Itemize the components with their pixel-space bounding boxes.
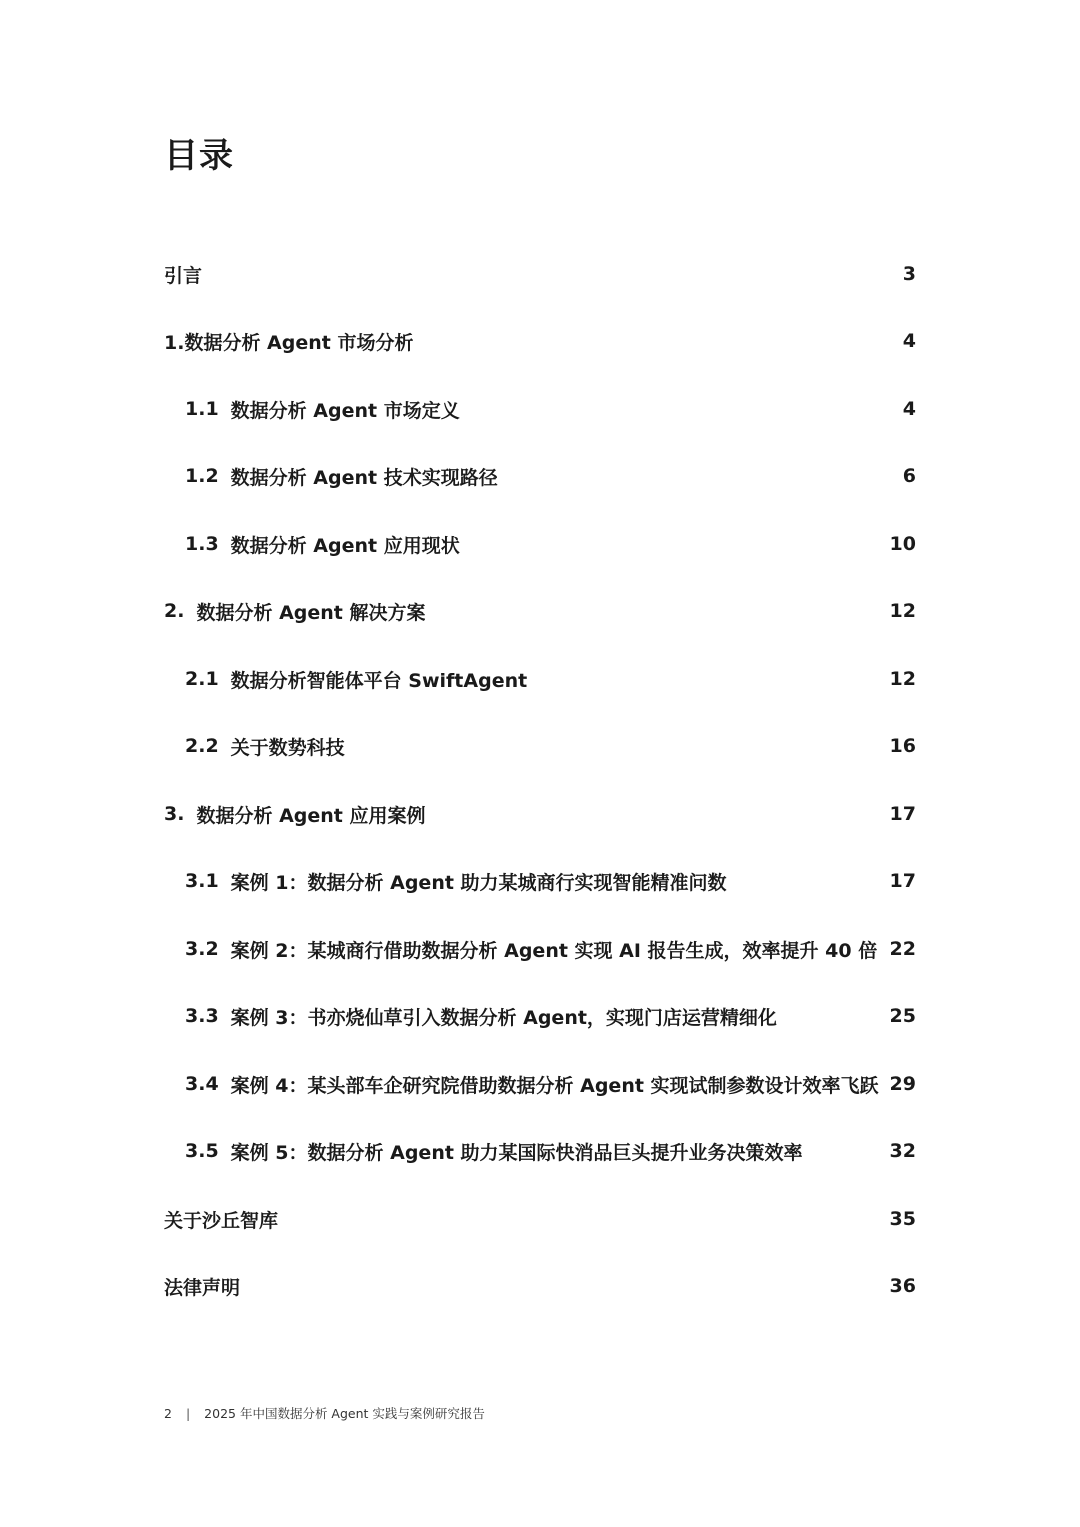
page-title: 目录 — [164, 136, 234, 176]
toc-entry-title: 案例 4：某头部车企研究院借助数据分析 Agent 实现试制参数设计效率飞跃 — [230, 1074, 879, 1097]
toc-entry-label — [185, 666, 527, 693]
toc-page-number: 22 — [889, 938, 916, 960]
toc-entry-title: 1.数据分析 Agent 市场分析 — [164, 331, 414, 354]
toc-page-number: 12 — [889, 668, 916, 690]
toc-page-number: 17 — [889, 870, 916, 892]
page-footer — [164, 1404, 485, 1422]
toc-entry-title: 关于沙丘智库 — [164, 1209, 279, 1232]
toc-entry-title: 引言 — [164, 264, 203, 287]
toc-entry-label — [185, 1071, 879, 1098]
toc-entry-section-3-2[interactable] — [185, 934, 916, 964]
toc-entry-section-2[interactable] — [164, 596, 916, 626]
toc-entry-section-2-1[interactable] — [185, 664, 916, 694]
toc-entry-number: 2.1 — [185, 668, 219, 690]
toc-page-number: 4 — [902, 398, 916, 420]
toc-entry-section-1-3[interactable] — [185, 529, 916, 559]
toc-entry-label — [185, 1138, 803, 1165]
toc-entry-label — [164, 1273, 240, 1300]
toc-entry-label — [164, 328, 413, 355]
toc-entry-label — [185, 396, 460, 423]
toc-entry-number: 1.1 — [185, 398, 219, 420]
toc-entry-label — [185, 531, 460, 558]
footer-report-title: 2025 年中国数据分析 Agent 实践与案例研究报告 — [204, 1406, 485, 1421]
toc-entry-section-3-3[interactable] — [185, 1001, 916, 1031]
footer-separator: | — [185, 1405, 191, 1421]
toc-entry-label — [185, 868, 727, 895]
toc-entry-section-1-1[interactable] — [185, 394, 916, 424]
toc-entry-label — [164, 801, 425, 828]
toc-entry-title: 数据分析智能体平台 SwiftAgent — [230, 669, 528, 692]
toc-page-number: 25 — [889, 1005, 916, 1027]
toc-page-number: 4 — [902, 330, 916, 352]
toc-entry-number: 2. — [164, 600, 185, 622]
toc-entry-number: 2.2 — [185, 735, 219, 757]
toc-entry-title: 数据分析 Agent 解决方案 — [196, 601, 426, 624]
toc-entry-number: 3.1 — [185, 870, 219, 892]
toc-page-number: 6 — [902, 465, 916, 487]
toc-entry-section-3[interactable] — [164, 799, 916, 829]
toc-entry-label — [185, 733, 345, 760]
toc-page-number: 32 — [889, 1140, 916, 1162]
toc-entry-title: 数据分析 Agent 应用案例 — [196, 804, 426, 827]
toc-entry-section-2-2[interactable] — [185, 731, 916, 761]
toc-entry-label — [164, 261, 202, 288]
toc-page-number: 3 — [902, 263, 916, 285]
toc-entry-section-1-2[interactable] — [185, 461, 916, 491]
toc-entry-legal[interactable] — [164, 1271, 916, 1301]
toc-page-number: 36 — [889, 1275, 916, 1297]
toc-entry-title: 数据分析 Agent 技术实现路径 — [230, 466, 498, 489]
toc-entry-number: 3.3 — [185, 1005, 219, 1027]
toc-entry-section-3-4[interactable] — [185, 1069, 916, 1099]
toc-entry-title: 关于数势科技 — [230, 736, 345, 759]
toc-entry-title: 法律声明 — [164, 1276, 241, 1299]
toc-entry-number: 1.3 — [185, 533, 219, 555]
toc-page-number: 29 — [889, 1073, 916, 1095]
toc-entry-label — [185, 463, 498, 490]
toc-page-number: 17 — [889, 803, 916, 825]
toc-entry-section-1[interactable] — [164, 326, 916, 356]
toc-entry-number: 3.2 — [185, 938, 219, 960]
toc-entry-number: 3.4 — [185, 1073, 219, 1095]
toc-page-number: 16 — [889, 735, 916, 757]
toc-entry-label — [185, 936, 877, 963]
toc-entry-title: 案例 5：数据分析 Agent 助力某国际快消品巨头提升业务决策效率 — [230, 1141, 803, 1164]
toc-entry-introduction[interactable] — [164, 259, 916, 289]
toc-entry-label — [164, 1206, 278, 1233]
toc-entry-section-3-1[interactable] — [185, 866, 916, 896]
toc-page-number: 35 — [889, 1208, 916, 1230]
toc-entry-section-3-5[interactable] — [185, 1136, 916, 1166]
toc-entry-title: 案例 3：书亦烧仙草引入数据分析 Agent，实现门店运营精细化 — [230, 1006, 777, 1029]
toc-entry-title: 案例 2：某城商行借助数据分析 Agent 实现 AI 报告生成，效率提升 40 倍 — [230, 939, 878, 962]
toc-entry-number: 1.2 — [185, 465, 219, 487]
toc-entry-title: 案例 1：数据分析 Agent 助力某城商行实现智能精准问数 — [230, 871, 727, 894]
toc-entry-title: 数据分析 Agent 市场定义 — [230, 399, 460, 422]
toc-entry-title: 数据分析 Agent 应用现状 — [230, 534, 460, 557]
toc-entry-number: 3.5 — [185, 1140, 219, 1162]
toc-page-number: 12 — [889, 600, 916, 622]
toc-entry-about[interactable] — [164, 1204, 916, 1234]
toc-entry-number: 3. — [164, 803, 185, 825]
footer-page-number: 2 — [164, 1405, 172, 1421]
toc-entry-label — [185, 1003, 777, 1030]
toc-page-number: 10 — [889, 533, 916, 555]
toc-entry-label — [164, 598, 425, 625]
